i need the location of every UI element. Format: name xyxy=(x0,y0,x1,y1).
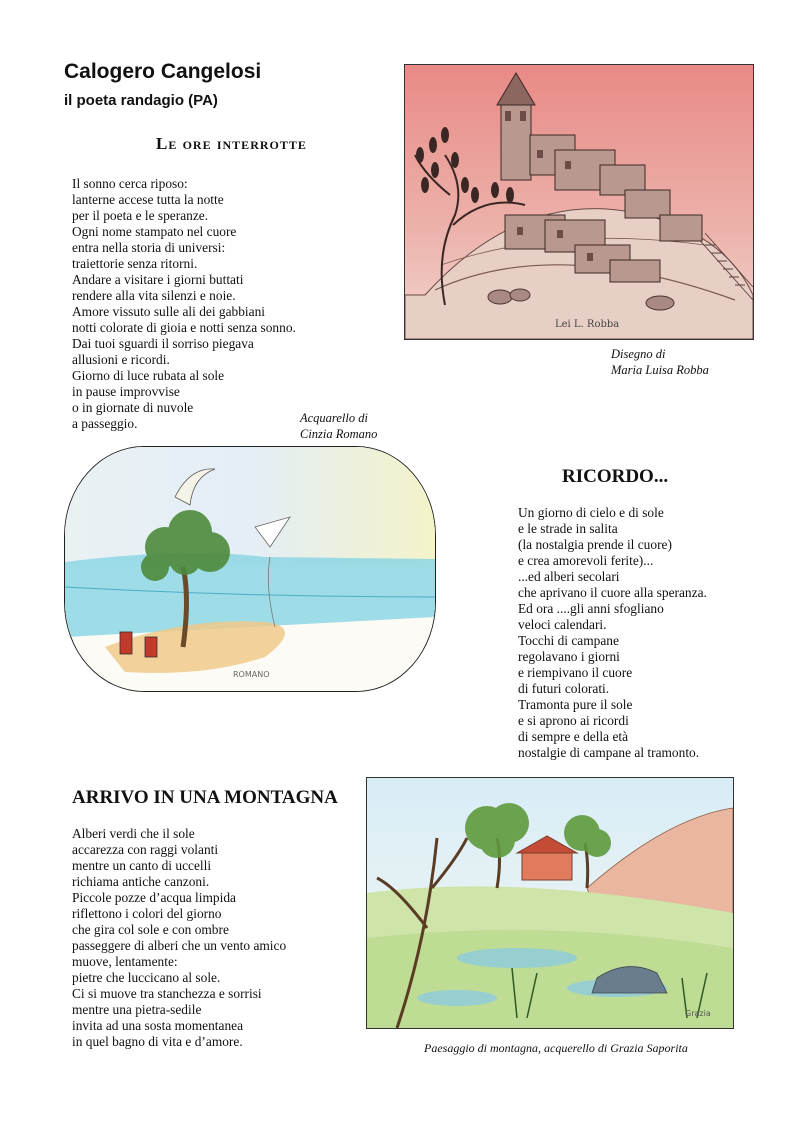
verse-line: e si aprono ai ricordi xyxy=(518,713,629,728)
verse-line: Un giorno di cielo e di sole xyxy=(518,505,664,520)
verse-line: per il poeta e le speranze. xyxy=(72,208,209,223)
caption-line: Cinzia Romano xyxy=(300,427,378,441)
village-drawing xyxy=(404,64,754,340)
poem-body-arrivo-in-una-montagna xyxy=(72,826,286,1050)
verse-line: o in giornate di nuvole xyxy=(72,400,194,415)
watercolor-signature: ROMANO xyxy=(233,670,270,679)
caption-line: Maria Luisa Robba xyxy=(611,363,709,377)
verse-line: allusioni e ricordi. xyxy=(72,352,170,367)
drawing-caption xyxy=(611,346,709,378)
verse-line: veloci calendari. xyxy=(518,617,607,632)
drawing-signature: Lei L. Robba xyxy=(555,319,620,330)
verse-line: Ed ora ....gli anni sfogliano xyxy=(518,601,664,616)
verse-line: e crea amorevoli ferite)... xyxy=(518,553,654,568)
poem-title-ricordo: RICORDO... xyxy=(562,466,669,487)
verse-line: Andare a visitare i giorni buttati xyxy=(72,272,244,287)
verse-line: Giorno di luce rubata al sole xyxy=(72,368,225,383)
mountain-signature: Grazia xyxy=(685,1009,711,1018)
verse-line: mentre una pietra-sedile xyxy=(72,1002,202,1017)
verse-line: riflettono i colori del giorno xyxy=(72,906,222,921)
verse-line: che aprivano il cuore alla speranza. xyxy=(518,585,707,600)
poem-body-ricordo xyxy=(518,505,707,761)
verse-line: regolavano i giorni xyxy=(518,649,620,664)
verse-line: in pause improvvise xyxy=(72,384,180,399)
verse-line: richiama antiche canzoni. xyxy=(72,874,210,889)
verse-line: e le strade in salita xyxy=(518,521,618,536)
verse-line: Dai tuoi sguardi il sorriso piegava xyxy=(72,336,254,351)
author-subtitle: il poeta randagio (PA) xyxy=(64,92,218,109)
poem-title-le-ore-interrotte: Le ore interrotte xyxy=(156,134,307,153)
verse-line: Ogni nome stampato nel cuore xyxy=(72,224,237,239)
verse-line: notti colorate di gioia e notti senza sonno. xyxy=(72,320,296,335)
mountain-caption: Paesaggio di montagna, acquerello di Grazia Saporita xyxy=(424,1041,688,1055)
verse-line: invita ad una sosta momentanea xyxy=(72,1018,244,1033)
sea-watercolor xyxy=(64,446,436,692)
author-name: Calogero Cangelosi xyxy=(64,60,262,83)
verse-line: traiettorie senza ritorni. xyxy=(72,256,198,271)
verse-line: che gira col sole e con ombre xyxy=(72,922,229,937)
watercolor-caption xyxy=(300,410,377,442)
verse-line: nostalgie di campane al tramonto. xyxy=(518,745,700,760)
mountain-watercolor xyxy=(366,777,734,1029)
poem-body-le-ore-interrotte xyxy=(72,176,296,432)
verse-line: (la nostalgia prende il cuore) xyxy=(518,537,672,552)
verse-line: pietre che luccicano al sole. xyxy=(72,970,221,985)
verse-line: Ci si muove tra stanchezza e sorrisi xyxy=(72,986,262,1001)
caption-line: Disegno di xyxy=(611,347,666,361)
verse-line: in quel bagno di vita e d’amore. xyxy=(72,1034,243,1049)
verse-line: accarezza con raggi volanti xyxy=(72,842,219,857)
verse-line: Tocchi di campane xyxy=(518,633,619,648)
verse-line: Tramonta pure il sole xyxy=(518,697,633,712)
verse-line: ...ed alberi secolari xyxy=(518,569,620,584)
verse-line: e riempivano il cuore xyxy=(518,665,633,680)
verse-line: muove, lentamente: xyxy=(72,954,178,969)
verse-line: entra nella storia di universi: xyxy=(72,240,226,255)
verse-line: lanterne accese tutta la notte xyxy=(72,192,224,207)
verse-line: a passeggio. xyxy=(72,416,138,431)
verse-line: passeggere di alberi che un vento amico xyxy=(72,938,287,953)
verse-line: Piccole pozze d’acqua limpida xyxy=(72,890,236,905)
verse-line: Alberi verdi che il sole xyxy=(72,826,195,841)
verse-line: di sempre e della età xyxy=(518,729,629,744)
verse-line: rendere alla vita silenzi e noie. xyxy=(72,288,236,303)
poem-title-arrivo-in-una-montagna: ARRIVO IN UNA MONTAGNA xyxy=(72,787,338,808)
verse-line: Il sonno cerca riposo: xyxy=(72,176,188,191)
caption-line: Acquarello di xyxy=(300,411,368,425)
verse-line: di futuri colorati. xyxy=(518,681,610,696)
verse-line: mentre un canto di uccelli xyxy=(72,858,212,873)
verse-line: Amore vissuto sulle ali dei gabbiani xyxy=(72,304,266,319)
